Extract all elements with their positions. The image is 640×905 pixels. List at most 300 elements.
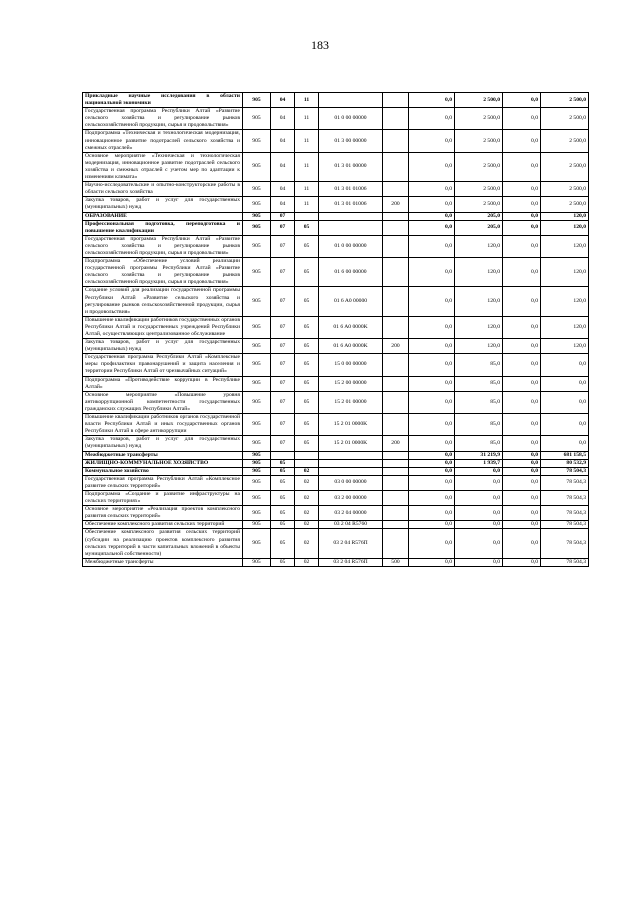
subsection-code	[295, 212, 319, 220]
target-article: 01 6 A0 0000K	[319, 316, 383, 338]
target-article: 03 2 04 00000	[319, 506, 383, 521]
amount-3: 0,0	[503, 521, 541, 529]
amount-1: 0,0	[409, 451, 455, 459]
amount-4: 681 158,5	[541, 451, 589, 459]
amount-2: 1 939,7	[455, 459, 503, 467]
subsection-code: 02	[295, 558, 319, 566]
amount-1: 0,0	[409, 467, 455, 475]
amount-4: 0,0	[541, 436, 589, 451]
ministry-code: 905	[243, 451, 271, 459]
section-code: 05	[271, 459, 295, 467]
subsection-code: 02	[295, 467, 319, 475]
amount-2: 31 219,9	[455, 451, 503, 459]
target-article: 01 3 01 00000	[319, 152, 383, 181]
amount-1: 0,0	[409, 235, 455, 257]
amount-4: 0,0	[541, 391, 589, 413]
expense-type	[383, 258, 409, 287]
table-row	[83, 197, 589, 212]
ministry-code: 905	[243, 197, 271, 212]
amount-1: 0,0	[409, 529, 455, 558]
amount-4: 80 532,9	[541, 459, 589, 467]
expense-type: 200	[383, 436, 409, 451]
table-row	[83, 490, 589, 505]
subsection-code: 05	[295, 436, 319, 451]
expense-type	[383, 316, 409, 338]
expense-type	[383, 506, 409, 521]
row-name: Государственная программа Республики Алтай «Комплексные меры профилактики правонарушений и защита населения и территории Республики Алтай от чрезвычайных ситуаций»	[83, 354, 243, 376]
amount-1: 0,0	[409, 316, 455, 338]
row-name: Обеспечение комплексного развития сельских территорий (субсидии на реализацию проектов комплексного развития сельских территорий в части капитальных вложений в объекты муниципальной собственности)	[83, 529, 243, 558]
table-row	[83, 376, 589, 391]
section-code: 05	[271, 490, 295, 505]
table-row	[83, 130, 589, 152]
expense-type	[383, 490, 409, 505]
table-row	[83, 475, 589, 490]
subsection-code: 05	[295, 316, 319, 338]
section-code: 07	[271, 414, 295, 436]
subsection-code: 11	[295, 130, 319, 152]
amount-2: 120,0	[455, 235, 503, 257]
amount-4: 2 500,0	[541, 93, 589, 108]
subsection-code: 05	[295, 287, 319, 316]
table-row	[83, 414, 589, 436]
amount-2: 120,0	[455, 316, 503, 338]
section-code: 05	[271, 521, 295, 529]
expense-type: 200	[383, 339, 409, 354]
table-row	[83, 152, 589, 181]
subsection-code	[295, 451, 319, 459]
amount-3: 0,0	[503, 459, 541, 467]
expense-type	[383, 220, 409, 235]
table-row	[83, 212, 589, 220]
amount-1: 0,0	[409, 459, 455, 467]
amount-3: 0,0	[503, 152, 541, 181]
table-row	[83, 506, 589, 521]
table-row	[83, 467, 589, 475]
amount-4: 120,0	[541, 316, 589, 338]
ministry-code: 905	[243, 414, 271, 436]
amount-3: 0,0	[503, 287, 541, 316]
ministry-code: 905	[243, 475, 271, 490]
expense-type	[383, 235, 409, 257]
amount-3: 0,0	[503, 316, 541, 338]
amount-4: 78 504,3	[541, 467, 589, 475]
table-body	[83, 93, 589, 567]
amount-4: 120,0	[541, 287, 589, 316]
subsection-code: 05	[295, 339, 319, 354]
amount-4: 78 504,3	[541, 506, 589, 521]
table-row	[83, 354, 589, 376]
amount-4: 120,0	[541, 235, 589, 257]
target-article: 15 2 01 0000K	[319, 414, 383, 436]
amount-4: 78 504,3	[541, 558, 589, 566]
row-name: Подпрограмма «Противодействие коррупции в Республике Алтай»	[83, 376, 243, 391]
ministry-code: 905	[243, 316, 271, 338]
target-article: 01 3 00 00000	[319, 130, 383, 152]
ministry-code: 905	[243, 436, 271, 451]
amount-3: 0,0	[503, 436, 541, 451]
row-name: Межбюджетные трансферты	[83, 558, 243, 566]
table-row	[83, 93, 589, 108]
row-name: Основное мероприятие «Техническая и технологическая модернизация, инновационное развитие подотраслей сельского хозяйства и смежных отраслей с учетом мер по адаптации к изменениям климата»	[83, 152, 243, 181]
target-article: 15 0 00 00000	[319, 354, 383, 376]
ministry-code: 905	[243, 93, 271, 108]
amount-4: 78 504,3	[541, 521, 589, 529]
table-row	[83, 182, 589, 197]
ministry-code: 905	[243, 182, 271, 197]
target-article	[319, 467, 383, 475]
amount-1: 0,0	[409, 220, 455, 235]
section-code: 07	[271, 354, 295, 376]
row-name: Подпрограмма «Техническая и технологическая модернизация, инновационное развитие подотраслей сельского хозяйства и смежных отраслей»	[83, 130, 243, 152]
expense-type	[383, 354, 409, 376]
amount-2: 120,0	[455, 339, 503, 354]
subsection-code: 11	[295, 197, 319, 212]
amount-2: 120,0	[455, 258, 503, 287]
row-name: Повышение квалификации работников государственных органов Республики Алтай и государственных учреждений Республики Алтай, осуществляющих централизованное обслуживание	[83, 316, 243, 338]
target-article: 01 0 00 00000	[319, 108, 383, 130]
amount-3: 0,0	[503, 467, 541, 475]
target-article	[319, 459, 383, 467]
ministry-code: 905	[243, 521, 271, 529]
amount-1: 0,0	[409, 212, 455, 220]
amount-2: 2 500,0	[455, 197, 503, 212]
amount-3: 0,0	[503, 197, 541, 212]
target-article: 01 0 00 00000	[319, 235, 383, 257]
ministry-code: 905	[243, 339, 271, 354]
expense-type	[383, 521, 409, 529]
subsection-code: 11	[295, 93, 319, 108]
amount-3: 0,0	[503, 391, 541, 413]
amount-2: 2 500,0	[455, 108, 503, 130]
amount-3: 0,0	[503, 93, 541, 108]
ministry-code: 905	[243, 529, 271, 558]
amount-1: 0,0	[409, 506, 455, 521]
amount-2: 85,0	[455, 376, 503, 391]
ministry-code: 905	[243, 212, 271, 220]
row-name: Закупка товаров, работ и услуг для государственных (муниципальных) нужд	[83, 197, 243, 212]
page-number: 183	[311, 38, 329, 52]
amount-2: 0,0	[455, 529, 503, 558]
section-code: 07	[271, 258, 295, 287]
section-code: 07	[271, 220, 295, 235]
target-article: 03 0 00 00000	[319, 475, 383, 490]
row-name: Закупка товаров, работ и услуг для государственных (муниципальных) нужд	[83, 436, 243, 451]
amount-3: 0,0	[503, 414, 541, 436]
amount-4: 2 500,0	[541, 108, 589, 130]
table-row	[83, 316, 589, 338]
amount-4: 78 504,3	[541, 475, 589, 490]
subsection-code: 11	[295, 108, 319, 130]
amount-2: 0,0	[455, 490, 503, 505]
amount-2: 2 500,0	[455, 130, 503, 152]
ministry-code: 905	[243, 258, 271, 287]
row-name: Коммунальное хозяйство	[83, 467, 243, 475]
table-row	[83, 391, 589, 413]
row-name: Государственная программа Республики Алтай «Развитие сельского хозяйства и регулирование рынков сельскохозяйственной продукции, сырья и продовольствия»	[83, 108, 243, 130]
amount-2: 120,0	[455, 287, 503, 316]
expense-type	[383, 212, 409, 220]
target-article: 01 3 01 01006	[319, 182, 383, 197]
amount-3: 0,0	[503, 506, 541, 521]
expense-type	[383, 451, 409, 459]
expense-type	[383, 130, 409, 152]
amount-2: 85,0	[455, 414, 503, 436]
amount-3: 0,0	[503, 558, 541, 566]
row-name: Подпрограмма «Создание и развитие инфраструктуры на сельских территориях»	[83, 490, 243, 505]
table-row	[83, 258, 589, 287]
ministry-code: 905	[243, 130, 271, 152]
table-row	[83, 108, 589, 130]
table-row	[83, 235, 589, 257]
table-row	[83, 220, 589, 235]
amount-2: 0,0	[455, 475, 503, 490]
ministry-code: 905	[243, 391, 271, 413]
amount-1: 0,0	[409, 108, 455, 130]
section-code: 07	[271, 436, 295, 451]
amount-2: 85,0	[455, 391, 503, 413]
section-code: 07	[271, 235, 295, 257]
ministry-code: 905	[243, 108, 271, 130]
amount-4: 2 500,0	[541, 197, 589, 212]
row-name: Государственная программа Республики Алтай «Развитие сельского хозяйства и регулирование рынков сельскохозяйственной продукции, сырья и продовольствия»	[83, 235, 243, 257]
amount-1: 0,0	[409, 130, 455, 152]
section-code: 04	[271, 93, 295, 108]
section-code: 07	[271, 376, 295, 391]
amount-2: 0,0	[455, 558, 503, 566]
amount-3: 0,0	[503, 451, 541, 459]
table-row	[83, 529, 589, 558]
ministry-code: 905	[243, 490, 271, 505]
ministry-code: 905	[243, 506, 271, 521]
amount-2: 85,0	[455, 354, 503, 376]
expense-type	[383, 108, 409, 130]
budget-table	[82, 92, 589, 567]
amount-4: 0,0	[541, 414, 589, 436]
expense-type	[383, 414, 409, 436]
amount-1: 0,0	[409, 475, 455, 490]
ministry-code: 905	[243, 376, 271, 391]
section-code: 05	[271, 475, 295, 490]
section-code: 07	[271, 212, 295, 220]
amount-2: 0,0	[455, 506, 503, 521]
row-name: ОБРАЗОВАНИЕ	[83, 212, 243, 220]
target-article: 03 2 04 R576П	[319, 558, 383, 566]
amount-2: 205,0	[455, 220, 503, 235]
ministry-code: 905	[243, 235, 271, 257]
amount-2: 0,0	[455, 521, 503, 529]
amount-3: 0,0	[503, 376, 541, 391]
expense-type	[383, 467, 409, 475]
target-article: 01 6 00 00000	[319, 258, 383, 287]
expense-type	[383, 93, 409, 108]
ministry-code: 905	[243, 467, 271, 475]
section-code: 05	[271, 529, 295, 558]
amount-1: 0,0	[409, 391, 455, 413]
amount-1: 0,0	[409, 436, 455, 451]
expense-type	[383, 475, 409, 490]
expense-type	[383, 391, 409, 413]
section-code: 07	[271, 391, 295, 413]
amount-4: 120,0	[541, 220, 589, 235]
target-article: 03 2 04 R576П	[319, 529, 383, 558]
amount-4: 2 500,0	[541, 152, 589, 181]
expense-type	[383, 376, 409, 391]
ministry-code: 905	[243, 354, 271, 376]
table-row	[83, 521, 589, 529]
target-article: 01 6 A0 0000K	[319, 339, 383, 354]
amount-4: 2 500,0	[541, 182, 589, 197]
amount-4: 0,0	[541, 376, 589, 391]
subsection-code: 02	[295, 521, 319, 529]
subsection-code: 02	[295, 475, 319, 490]
target-article: 15 2 01 0000K	[319, 436, 383, 451]
target-article	[319, 212, 383, 220]
subsection-code: 02	[295, 506, 319, 521]
ministry-code: 905	[243, 558, 271, 566]
amount-1: 0,0	[409, 152, 455, 181]
amount-2: 2 500,0	[455, 93, 503, 108]
amount-3: 0,0	[503, 475, 541, 490]
subsection-code: 05	[295, 376, 319, 391]
table-row	[83, 558, 589, 566]
amount-2: 2 500,0	[455, 182, 503, 197]
amount-1: 0,0	[409, 339, 455, 354]
amount-4: 120,0	[541, 339, 589, 354]
subsection-code: 05	[295, 235, 319, 257]
expense-type	[383, 529, 409, 558]
row-name: Создание условий для реализации государственной программы Республики Алтай «Развитие сельского хозяйства и регулирование рынков сельскохозяйственной продукции, сырья и продовольствия»	[83, 287, 243, 316]
table-row	[83, 339, 589, 354]
subsection-code: 02	[295, 490, 319, 505]
amount-1: 0,0	[409, 490, 455, 505]
amount-3: 0,0	[503, 130, 541, 152]
row-name: ЖИЛИЩНО-КОММУНАЛЬНОЕ ХОЗЯЙСТВО	[83, 459, 243, 467]
expense-type: 200	[383, 197, 409, 212]
section-code: 04	[271, 197, 295, 212]
section-code: 07	[271, 287, 295, 316]
amount-3: 0,0	[503, 235, 541, 257]
expense-type	[383, 152, 409, 181]
section-code: 04	[271, 130, 295, 152]
amount-1: 0,0	[409, 354, 455, 376]
amount-3: 0,0	[503, 529, 541, 558]
expense-type	[383, 182, 409, 197]
target-article	[319, 93, 383, 108]
amount-1: 0,0	[409, 258, 455, 287]
amount-1: 0,0	[409, 521, 455, 529]
ministry-code: 905	[243, 287, 271, 316]
expense-type	[383, 459, 409, 467]
amount-3: 0,0	[503, 339, 541, 354]
amount-3: 0,0	[503, 108, 541, 130]
subsection-code: 02	[295, 529, 319, 558]
amount-1: 0,0	[409, 197, 455, 212]
row-name: Подпрограмма «Обеспечение условий реализации государственной программы Республики Алтай «Развитие сельского хозяйства и регулирование рынков сельскохозяйственной продукции, сырья и продовольствия»	[83, 258, 243, 287]
amount-1: 0,0	[409, 414, 455, 436]
section-code: 05	[271, 558, 295, 566]
subsection-code	[295, 459, 319, 467]
amount-3: 0,0	[503, 354, 541, 376]
table-row	[83, 459, 589, 467]
amount-4: 0,0	[541, 354, 589, 376]
row-name: Основное мероприятие «Реализация проектов комплексного развития сельских территорий»	[83, 506, 243, 521]
table-row	[83, 436, 589, 451]
row-name: Научно-исследовательские и опытно-конструкторские работы в области сельского хозяйства	[83, 182, 243, 197]
row-name: Обеспечение комплексного развития сельских территорий	[83, 521, 243, 529]
target-article	[319, 220, 383, 235]
section-code	[271, 451, 295, 459]
amount-1: 0,0	[409, 287, 455, 316]
row-name: Государственная программа Республики Алтай «Комплексное развитие сельских территорий»	[83, 475, 243, 490]
amount-3: 0,0	[503, 258, 541, 287]
amount-1: 0,0	[409, 376, 455, 391]
target-article: 01 6 A0 00000	[319, 287, 383, 316]
table-row	[83, 451, 589, 459]
amount-4: 78 504,3	[541, 490, 589, 505]
amount-3: 0,0	[503, 220, 541, 235]
amount-3: 0,0	[503, 212, 541, 220]
target-article: 03 2 04 R5760	[319, 521, 383, 529]
row-name: Повышение квалификации работников органов государственной власти Республики Алтай и иных государственных органов Республики Алтай в сфере антикоррупции	[83, 414, 243, 436]
amount-1: 0,0	[409, 93, 455, 108]
amount-4: 78 504,3	[541, 529, 589, 558]
target-article: 15 2 00 00000	[319, 376, 383, 391]
amount-2: 2 500,0	[455, 152, 503, 181]
section-code: 05	[271, 506, 295, 521]
expense-type	[383, 287, 409, 316]
subsection-code: 05	[295, 391, 319, 413]
subsection-code: 11	[295, 182, 319, 197]
target-article: 15 2 01 00000	[319, 391, 383, 413]
row-name: Прикладные научные исследования в области национальной экономики	[83, 93, 243, 108]
table-row	[83, 287, 589, 316]
amount-1: 0,0	[409, 182, 455, 197]
section-code: 07	[271, 316, 295, 338]
amount-4: 2 500,0	[541, 130, 589, 152]
section-code: 05	[271, 467, 295, 475]
amount-3: 0,0	[503, 490, 541, 505]
row-name: Закупка товаров, работ и услуг для государственных (муниципальных) нужд	[83, 339, 243, 354]
ministry-code: 905	[243, 220, 271, 235]
subsection-code: 05	[295, 220, 319, 235]
amount-4: 120,0	[541, 212, 589, 220]
amount-2: 85,0	[455, 436, 503, 451]
ministry-code: 905	[243, 459, 271, 467]
amount-3: 0,0	[503, 182, 541, 197]
amount-1: 0,0	[409, 558, 455, 566]
row-name: Профессиональная подготовка, переподготовка и повышение квалификации	[83, 220, 243, 235]
section-code: 04	[271, 152, 295, 181]
expense-type: 500	[383, 558, 409, 566]
target-article: 01 3 01 01006	[319, 197, 383, 212]
subsection-code: 05	[295, 354, 319, 376]
section-code: 07	[271, 339, 295, 354]
amount-4: 120,0	[541, 258, 589, 287]
target-article: 03 2 00 00000	[319, 490, 383, 505]
section-code: 04	[271, 108, 295, 130]
amount-2: 205,0	[455, 212, 503, 220]
subsection-code: 05	[295, 414, 319, 436]
ministry-code: 905	[243, 152, 271, 181]
section-code: 04	[271, 182, 295, 197]
amount-2: 0,0	[455, 467, 503, 475]
row-name: Основное мероприятие «Повышение уровня антикоррупционной компетентности государственных гражданских служащих Республики Алтай»	[83, 391, 243, 413]
target-article	[319, 451, 383, 459]
subsection-code: 11	[295, 152, 319, 181]
subsection-code: 05	[295, 258, 319, 287]
row-name: Межбюджетные трансферты	[83, 451, 243, 459]
